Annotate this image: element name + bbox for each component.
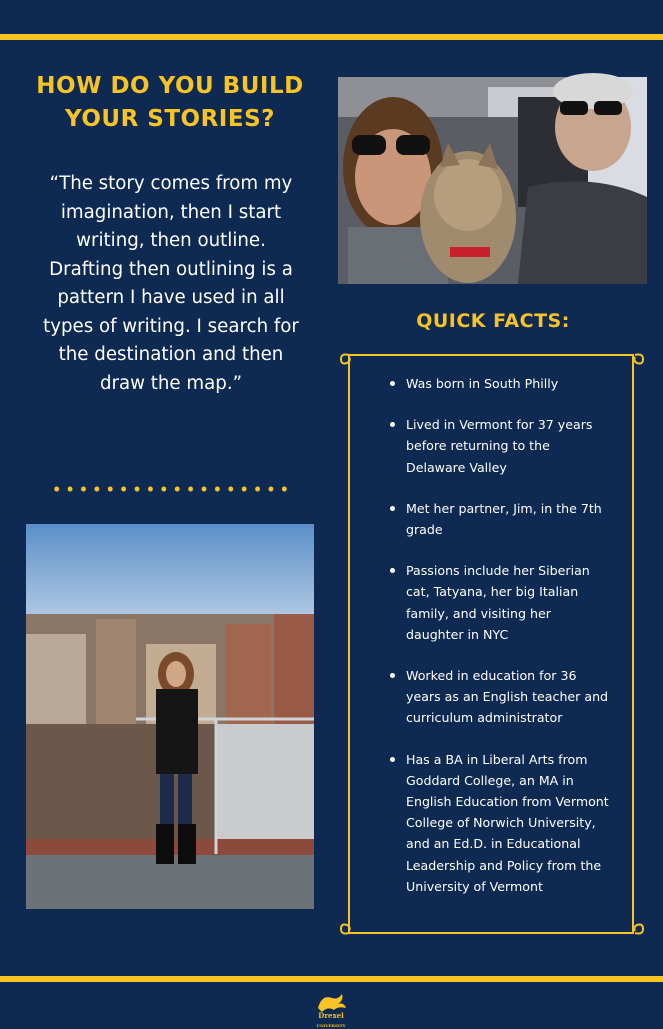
car-selfie-photo: [338, 77, 647, 284]
fact-item: Worked in education for 36 years as an English teacher and curriculum administrator: [388, 665, 610, 729]
corner-flourish-icon: [634, 355, 643, 364]
logo-sub: UNIVERSITY: [316, 1023, 346, 1028]
dotted-divider: [50, 485, 290, 493]
bottom-gold-rule: [0, 976, 663, 982]
top-gold-rule: [0, 34, 663, 40]
corner-flourish-icon: [341, 355, 350, 364]
corner-flourish-icon: [634, 925, 643, 934]
city-rooftop-photo: [26, 524, 314, 909]
logo-name: Drexel: [318, 1011, 344, 1020]
author-quote: “The story comes from my imagination, then I start writing, then outline. Drafting then outlining is a pattern I have used in all types of writing. I search for the destination and then draw the map.”: [43, 173, 299, 394]
quick-facts-heading: QUICK FACTS:: [416, 310, 570, 332]
heading-line-1: HOW DO YOU BUILD: [36, 73, 304, 99]
drexel-wordmark: [300, 1011, 362, 1029]
fact-item: Lived in Vermont for 37 years before returning to the Delaware Valley: [388, 414, 610, 478]
section-heading: [30, 70, 310, 136]
heading-line-2: YOUR STORIES?: [65, 106, 275, 132]
fact-item: Met her partner, Jim, in the 7th grade: [388, 498, 610, 540]
fact-item: Has a BA in Liberal Arts from Goddard College, an MA in English Education from Vermont College of Norwich University, and an Ed.D. in Educational Leadership and Policy from the University of Vermont: [388, 749, 610, 897]
fact-item: Passions include her Siberian cat, Tatyana, her big Italian family, and visiting her daughter in NYC: [388, 560, 610, 645]
corner-flourish-icon: [341, 925, 350, 934]
quick-facts-list: [388, 373, 610, 917]
fact-item: Was born in South Philly: [388, 373, 610, 394]
